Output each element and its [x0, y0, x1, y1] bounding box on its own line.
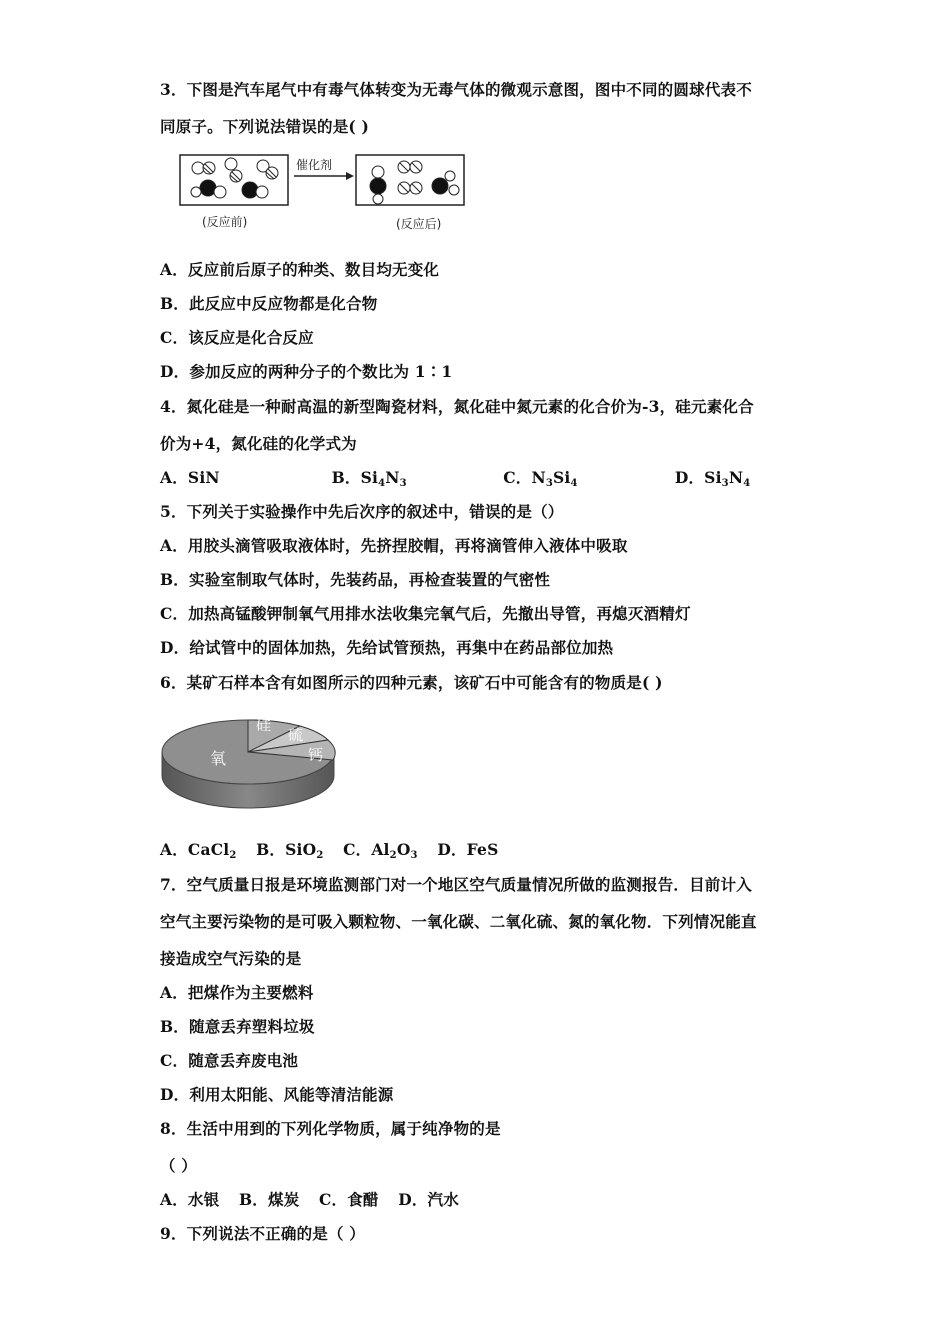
- q7-option-c: C．随意丢弃废电池: [160, 1051, 299, 1070]
- q6-option-d: D．FeS: [437, 840, 499, 859]
- q7-option-a: A．把煤作为主要燃料: [160, 983, 314, 1002]
- q5-option-a: A．用胶头滴管吸取液体时，先挤捏胶帽，再将滴管伸入液体中吸取: [160, 536, 628, 555]
- q6-pie-chart: [158, 702, 348, 814]
- q6-option-a: A．CaCl$_2$: [160, 840, 237, 861]
- q3-stem-line2: 同原子。下列说法错误的是( ): [160, 117, 370, 136]
- q8-option-b: B．煤炭: [238, 1190, 300, 1209]
- q4-option-d: D．$Si_3N_4$: [674, 468, 751, 489]
- q8-options: [160, 1188, 459, 1210]
- q4-stem-line2: 价为+4，氮化硅的化学式为: [160, 434, 357, 453]
- after-label: (反应后): [396, 217, 442, 231]
- q6-option-c: C．$Al_2O_3$: [343, 840, 418, 861]
- q4-option-a: A．SiN: [160, 468, 220, 487]
- q3-option-c: C．该反应是化合反应: [160, 328, 314, 347]
- pie-label-oxygen: 氧: [210, 749, 227, 768]
- q6-option-b: B．SiO$_2$: [256, 840, 324, 861]
- q5-stem: 5．下列关于实验操作中先后次序的叙述中，错误的是（）: [160, 502, 564, 521]
- q8-option-a: A．水银: [160, 1190, 220, 1209]
- q3-reaction-figure: [178, 150, 478, 236]
- q5-option-b: B．实验室制取气体时，先装药品，再检查装置的气密性: [160, 570, 551, 589]
- q4-stem-line1: 4．氮化硅是一种耐高温的新型陶瓷材料，氮化硅中氮元素的化合价为-3，硅元素化合: [160, 397, 754, 416]
- pie-label-silicon: 硅: [256, 716, 272, 734]
- q8-stem: 8．生活中用到的下列化学物质，属于纯净物的是: [160, 1119, 501, 1138]
- q3-stem-line1: 3．下图是汽车尾气中有毒气体转变为无毒气体的微观示意图，图中不同的圆球代表不: [160, 80, 752, 99]
- q7-stem-line1: 7．空气质量日报是环境监测部门对一个地区空气质量情况所做的监测报告．目前计入: [160, 875, 752, 894]
- q4-options: [160, 466, 750, 488]
- q5-option-c: C．加热高锰酸钾制氧气用排水法收集完氧气后，先撤出导管，再熄灭酒精灯: [160, 604, 691, 623]
- q6-stem: 6．某矿石样本含有如图所示的四种元素，该矿石中可能含有的物质是( ): [160, 673, 663, 692]
- before-label: (反应前): [202, 215, 248, 229]
- q4-option-c: C．$N_3Si_4$: [503, 468, 578, 489]
- q8-answer-paren: （ ）: [160, 1156, 197, 1175]
- q3-option-b: B．此反应中反应物都是化合物: [160, 294, 378, 313]
- q8-option-d: D．汽水: [398, 1190, 459, 1209]
- q7-option-d: D．利用太阳能、风能等清洁能源: [160, 1085, 394, 1104]
- q7-stem-line3: 接造成空气污染的是: [160, 949, 302, 968]
- q3-option-d: D．参加反应的两种分子的个数比为 1∶1: [160, 362, 453, 381]
- catalyst-label: 催化剂: [296, 158, 333, 172]
- q9-stem: 9．下列说法不正确的是（ ）: [160, 1224, 365, 1243]
- q3-option-a: A．反应前后原子的种类、数目均无变化: [160, 260, 440, 279]
- q5-option-d: D．给试管中的固体加热，先给试管预热，再集中在药品部位加热: [160, 638, 614, 657]
- q4-option-b: B．$Si_4N_3$: [331, 468, 407, 489]
- q7-option-b: B．随意丢弃塑料垃圾: [160, 1017, 315, 1036]
- q8-option-c: C．食醋: [318, 1190, 379, 1209]
- q7-stem-line2: 空气主要污染物的是可吸入颗粒物、一氧化碳、二氧化硫、氮的氧化物．下列情况能直: [160, 912, 757, 931]
- q6-options: [160, 838, 498, 860]
- pie-label-sulfur: 硫: [288, 726, 304, 744]
- pie-label-calcium: 钙: [308, 746, 324, 764]
